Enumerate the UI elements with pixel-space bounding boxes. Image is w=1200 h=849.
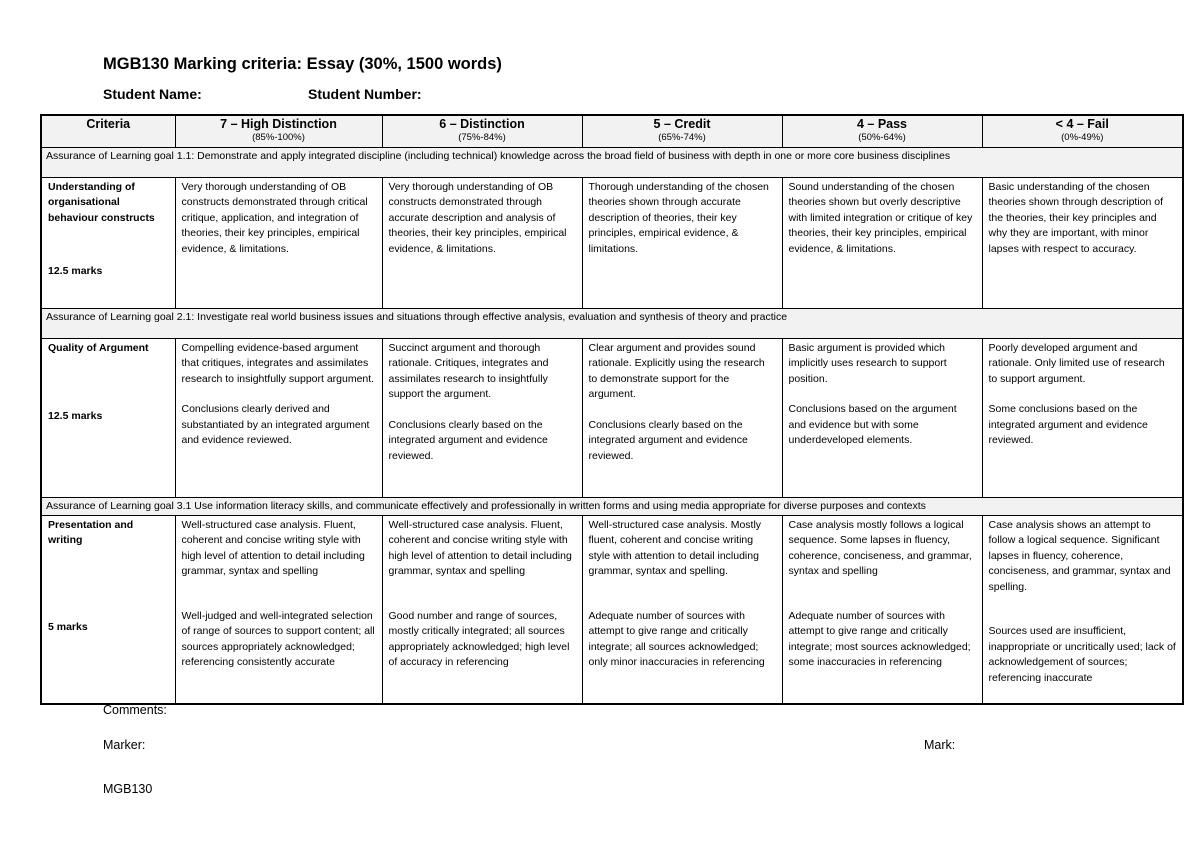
- descriptor-distinction: Well-structured case analysis. Fluent, coherent and concise writing style with high level of attention to detail including grammar, syntax and spelling Good number and range of sources, mostly critically integrated; all sources appropriately acknowledged; high level of accuracy in referencing: [382, 515, 582, 704]
- criterion-cell: [41, 515, 175, 704]
- header-credit: 5 – Credit (65%-74%): [582, 115, 782, 147]
- grade-range: (0%-49%): [1061, 132, 1104, 143]
- learning-goal-row: [41, 147, 1183, 177]
- marker-label: Marker:: [103, 738, 146, 752]
- header-distinction: 6 – Distinction (75%-84%): [382, 115, 582, 147]
- criterion-name: Understanding of organisational behaviour constructs: [48, 180, 155, 224]
- marking-criteria-table: [40, 114, 1184, 705]
- descriptor-high-distinction: Compelling evidence-based argument that critiques, integrates and assimilates research to insightfully support argument. Conclusions clearly derived and substantiated by an integrated argument and evidence reviewed.: [175, 338, 382, 497]
- descriptor-pass: Basic argument is provided which implicitly uses research to support position. Conclusions based on the argument and evidence but with some underdeveloped elements.: [782, 338, 982, 497]
- learning-goal-text: Assurance of Learning goal 2.1: Investigate real world business issues and situations through effective analysis, evaluation and synthesis of theory and practice: [41, 308, 1183, 338]
- header-fail: < 4 – Fail (0%-49%): [982, 115, 1183, 147]
- descriptor-pass: Sound understanding of the chosen theories shown but overly descriptive with limited integration or critique of key theories, their key principles, empirical evidence, & limitations.: [782, 177, 982, 308]
- learning-goal-row: [41, 497, 1183, 515]
- criterion-row: [41, 515, 1183, 704]
- descriptor-credit: Well-structured case analysis. Mostly fluent, coherent and concise writing style with attention to detail including grammar, syntax and spelling. Adequate number of sources with attempt to give range and critically integrate; all sources acknowledged; only minor inaccuracies in referencing: [582, 515, 782, 704]
- learning-goal-text: Assurance of Learning goal 3.1 Use information literacy skills, and communicate effectively and professionally in written forms and using media appropriate for diverse purposes and contexts: [41, 497, 1183, 515]
- criterion-marks: 12.5 marks: [48, 264, 103, 277]
- descriptor-distinction: Very thorough understanding of OB constructs demonstrated through accurate description and analysis of theories, their key principles, empirical evidence, & limitations.: [382, 177, 582, 308]
- header-criteria: Criteria: [41, 115, 175, 147]
- header-pass: 4 – Pass (50%-64%): [782, 115, 982, 147]
- descriptor-distinction: Succinct argument and thorough rationale. Critiques, integrates and assimilates research to insightfully support the argument. Conclusions clearly based on the integrated argument and evidence reviewed.: [382, 338, 582, 497]
- criterion-row: [41, 338, 1183, 497]
- descriptor-fail: Basic understanding of the chosen theories shown through description of the theories, their key principles and why they are important, with minor lapses with respect to accuracy.: [982, 177, 1183, 308]
- criterion-cell: [41, 177, 175, 308]
- student-number-label: Student Number:: [308, 86, 422, 102]
- descriptor-credit: Thorough understanding of the chosen theories shown through accurate description of theories, their key principles, empirical evidence, & limitations.: [582, 177, 782, 308]
- criterion-cell: [41, 338, 175, 497]
- grade-range: (65%-74%): [658, 132, 706, 143]
- comments-label: Comments:: [103, 703, 167, 717]
- footer-unit-code: MGB130: [103, 782, 153, 796]
- grade-range: (50%-64%): [858, 132, 906, 143]
- criterion-name: Quality of Argument: [48, 341, 149, 354]
- descriptor-fail: Poorly developed argument and rationale. Only limited use of research to support argument. Some conclusions based on the integrated argument and evidence reviewed.: [982, 338, 1183, 497]
- descriptor-high-distinction: Well-structured case analysis. Fluent, coherent and concise writing style with high level of attention to detail including grammar, syntax and spelling Well-judged and well-integrated selection of range of sources to support content; all sources appropriately acknowledged; referencing consistently accurate: [175, 515, 382, 704]
- descriptor-credit: Clear argument and provides sound rationale. Explicitly using the research to demonstrate support for the argument. Conclusions clearly based on the integrated argument and evidence reviewed.: [582, 338, 782, 497]
- learning-goal-text: Assurance of Learning goal 1.1: Demonstrate and apply integrated discipline (including technical) knowledge across the broad field of business with depth in one or more core business disciplines: [41, 147, 1183, 177]
- criterion-marks: 5 marks: [48, 620, 88, 633]
- criterion-row: [41, 177, 1183, 308]
- header-high-distinction: 7 – High Distinction (85%-100%): [175, 115, 382, 147]
- learning-goal-row: [41, 308, 1183, 338]
- criterion-marks: 12.5 marks: [48, 409, 103, 422]
- mark-label: Mark:: [924, 738, 956, 752]
- student-name-label: Student Name:: [103, 86, 202, 102]
- criterion-name: Presentation and writing: [48, 518, 134, 546]
- descriptor-pass: Case analysis mostly follows a logical sequence. Some lapses in fluency, coherence, conciseness, and grammar, syntax and spelling Adequate number of sources with attempt to give range and critically integrate; most sources acknowledged; some inaccuracies in referencing: [782, 515, 982, 704]
- table-header-row: [41, 115, 1183, 147]
- descriptor-fail: Case analysis shows an attempt to follow a logical sequence. Significant lapses in fluency, coherence, conciseness, and grammar, syntax and spelling. Sources used are insufficient, inappropriate or uncritically used; lack of acknowledgement of sources; referencing inaccurate: [982, 515, 1183, 704]
- descriptor-high-distinction: Very thorough understanding of OB constructs demonstrated through critical critique, application, and integration of theories, their key principles, empirical evidence, & limitations.: [175, 177, 382, 308]
- grade-range: (75%-84%): [458, 132, 506, 143]
- document-title: MGB130 Marking criteria: Essay (30%, 1500 words): [103, 55, 502, 73]
- grade-range: (85%-100%): [252, 132, 305, 143]
